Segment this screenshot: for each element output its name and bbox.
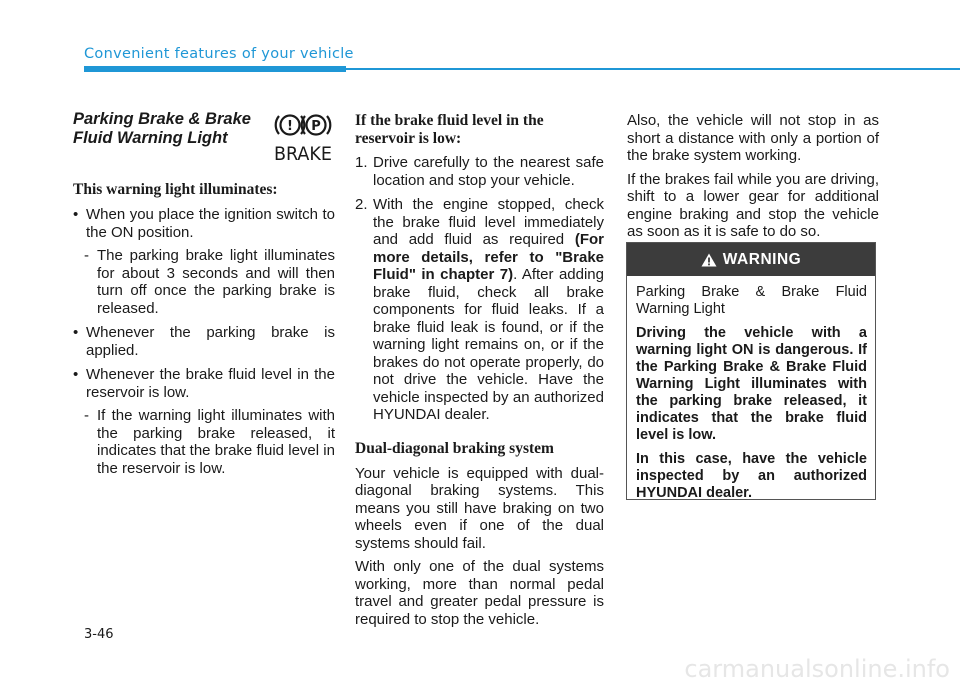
dash-parking-light — [73, 247, 335, 317]
brake-icon-p: P — [311, 119, 321, 134]
dash-marker: - — [84, 407, 89, 424]
warning-label: WARNING — [722, 250, 802, 268]
paragraph-stopping-distance: Also, the vehicle will not stop in as short a distance with only a portion of the brake system working. — [627, 112, 879, 164]
paragraph-one-system: With only one of the dual systems working, more than normal pedal travel and greater pedal pressure is required to stop the vehicle. — [355, 558, 604, 628]
step-1-text: Drive carefully to the nearest safe location and stop your vehicle. — [373, 154, 604, 189]
step-2-text-a: With the engine stopped, check the brake fluid level immediately and add fluid as required — [373, 196, 604, 248]
brake-icon-exclamation: ! — [287, 119, 293, 134]
subheading-fluid-low: If the brake fluid level in the reservoir is low: — [355, 112, 544, 147]
warning-header — [627, 243, 875, 276]
section-header-title: Convenient features of your vehicle — [84, 46, 354, 62]
subheading-dual-diagonal: Dual-diagonal braking system — [355, 439, 554, 457]
column-left — [73, 110, 335, 483]
warning-title: Parking Brake & Brake Fluid Warning Light — [636, 284, 867, 317]
warning-text-inspect: In this case, have the vehicle inspected by an authorized HYUNDAI dealer. — [636, 451, 867, 501]
paragraph-brakes-fail: If the brakes fail while you are driving, shift to a lower gear for additional engine braking and stop the vehicle as soon as it is safe to do so. — [627, 170, 879, 240]
step-2-reference: (For more details, refer to "Brake Fluid" in chapter 7) — [373, 231, 604, 283]
header-rule — [346, 68, 960, 70]
warning-text-danger: Driving the vehicle with a warning light ON is dangerous. If the Parking Brake & Brake Fluid Warning Light illuminates with the parking brake released, it indicates that the brake fluid level is low. — [636, 325, 867, 443]
paragraph-dual-system: Your vehicle is equipped with dual-diagonal braking systems. This means you still have braking on two wheels even if one of the dual systems should fail. — [355, 464, 604, 552]
bullet-fluid-low: • Whenever the brake fluid level in the reservoir is low. — [73, 366, 335, 401]
brake-warning-icon — [271, 112, 335, 164]
page-number: 3-46 — [84, 627, 114, 642]
dash-fluid-low — [73, 407, 335, 477]
step-2 — [355, 196, 604, 424]
warning-body — [627, 276, 875, 502]
column-right — [627, 112, 879, 247]
step-1 — [355, 154, 604, 189]
header-rule-accent — [84, 66, 346, 72]
dash-marker: - — [84, 247, 89, 264]
bullet-parking-applied: • Whenever the parking brake is applied. — [73, 324, 335, 359]
subheading-illuminates: This warning light illuminates: — [73, 181, 278, 198]
step-1-number: 1. — [355, 154, 368, 171]
section-title — [73, 110, 263, 148]
step-2-text-c: . After adding brake fluid, check all brake components for fluid leaks. If a brake fluid leak is found, or if the warning light remains on, or if the brakes do not operate properly, do not drive the vehicle. Have the vehicle inspected by an authorized HYUNDAI dealer. — [373, 266, 604, 423]
column-middle — [355, 112, 604, 634]
brake-icon-label: BRAKE — [274, 143, 332, 164]
warning-box — [626, 242, 876, 500]
step-2-number: 2. — [355, 196, 368, 213]
dash-fluid-low-text: If the warning light illuminates with the parking brake released, it indicates that the brake fluid level in the reservoir is low. — [97, 407, 335, 477]
section-title-line1: Parking Brake & Brake — [73, 110, 251, 128]
warning-triangle-icon — [701, 253, 717, 267]
dash-parking-light-text: The parking brake light illuminates for about 3 seconds and will then turn off once the parking brake is released. — [97, 247, 335, 317]
bullet-ignition: • When you place the ignition switch to the ON position. — [73, 206, 335, 241]
watermark: carmanualsonline.info — [684, 655, 950, 683]
section-title-line2: Fluid Warning Light — [73, 129, 228, 147]
